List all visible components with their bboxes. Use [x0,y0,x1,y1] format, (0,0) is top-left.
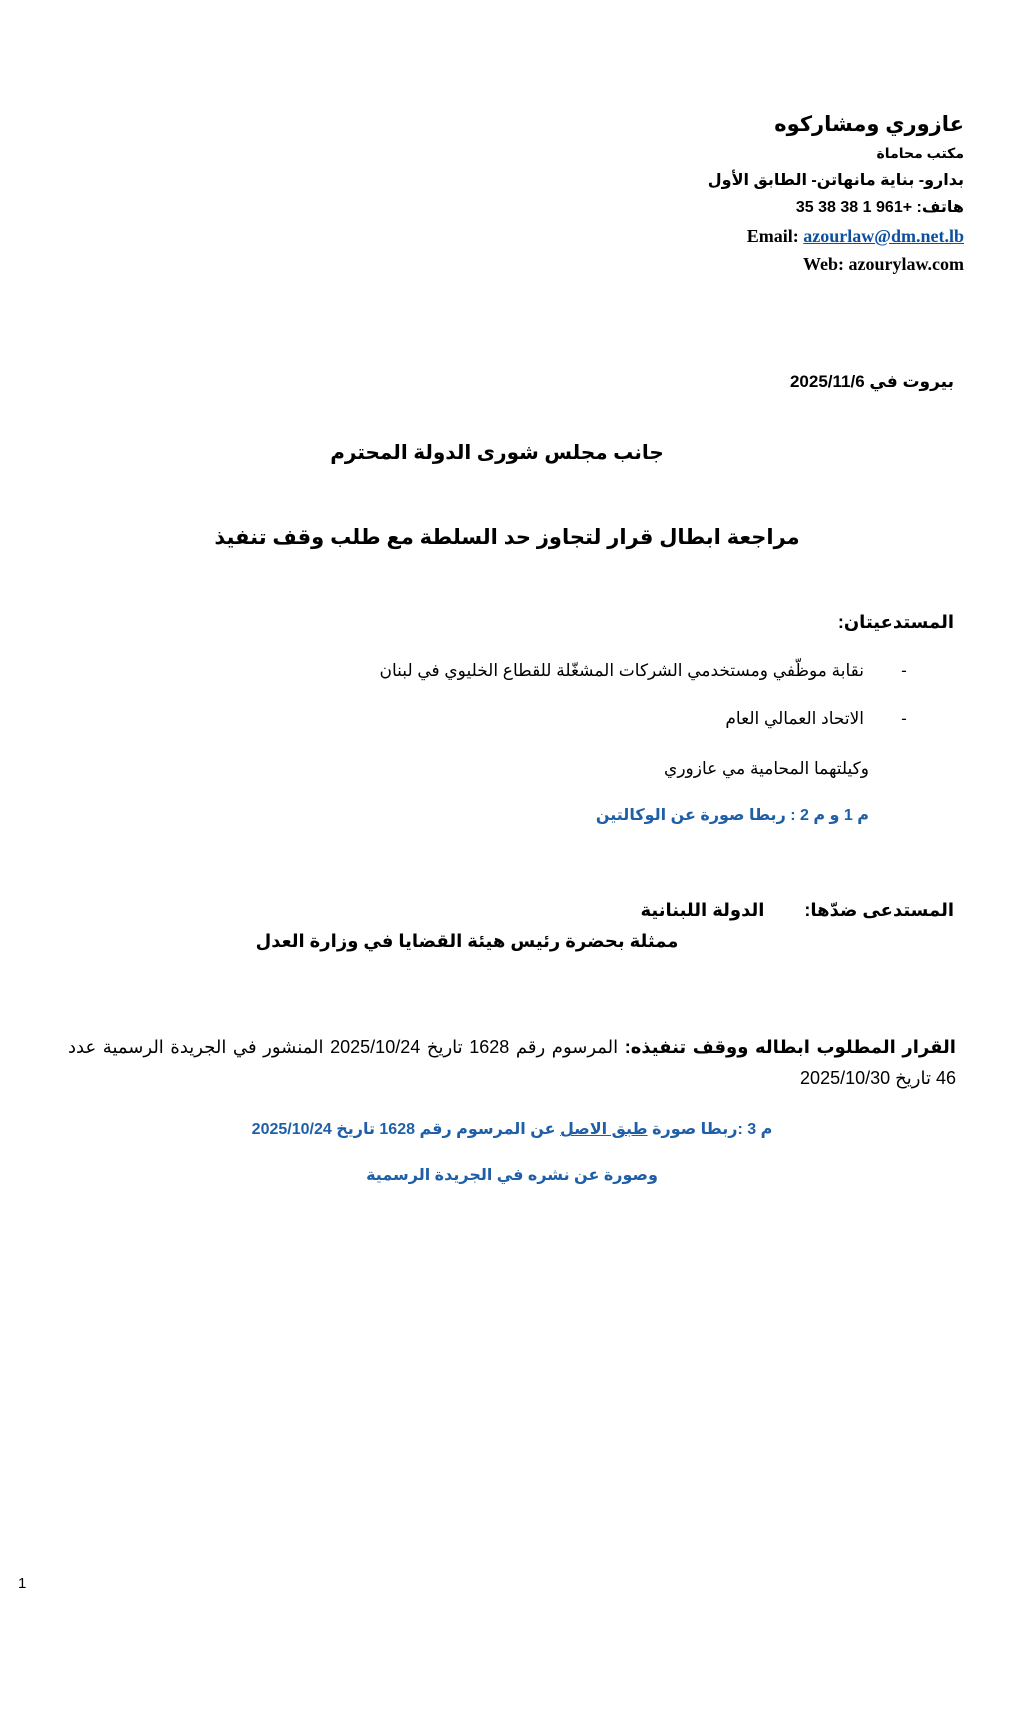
email-label: Email: [746,226,799,247]
exhibit-note-3-underlined: طبق الاصل [560,1121,648,1139]
exhibit-note-3-suffix: عن المرسوم رقم 1628 تاريخ 2025/10/24 [251,1121,561,1139]
exhibit-note-3-line2: وصورة عن نشره في الجريدة الرسمية [366,1167,658,1185]
page-number: 1 [18,1575,27,1592]
firm-name: عازوري ومشاركوه [774,113,964,136]
attorney-line: وكيلتهما المحامية مي عازوري [664,759,869,779]
defendant-label: المستدعى ضدّها: [804,900,954,921]
firm-website: Web: azourylaw.com [803,254,964,275]
email-link[interactable]: azourlaw@dm.net.lb [803,226,964,247]
petitioners-label: المستدعيتان: [837,612,954,633]
exhibit-note-3 [60,1119,964,1139]
list-item [60,661,964,681]
document-page [0,110,1024,1710]
list-item [60,709,964,729]
exhibit-note-1-2: م 1 و م 2 : ربطا صورة عن الوكالتين [595,807,869,825]
firm-address: بدارو- بناية مانهاتن- الطابق الأول [707,171,964,189]
defendant-block [60,900,964,952]
contested-decision-paragraph [60,1032,964,1093]
firm-phone: هاتف: +961 1 38 38 35 [795,198,964,216]
exhibit-note-3-prefix: م 3 :ربطا صورة [647,1121,773,1139]
firm-email-line [60,223,964,249]
defendant-representative: ممثلة بحضرة رئيس هيئة القضايا في وزارة العدل [255,931,679,952]
subject-title: مراجعة ابطال قرار لتجاوز حد السلطة مع طلب وقف تنفيذ [214,526,800,550]
firm-subtitle: مكتب محاماة [876,145,964,162]
letterhead [60,110,964,277]
contested-decision-text: المرسوم رقم 1628 تاريخ 2025/10/24 المنشور في الجريدة الرسمية عدد 46 تاريخ 2025/10/30 [68,1037,956,1088]
petitioners-list [60,661,964,729]
dash-bullet-icon: - [901,709,907,729]
contested-decision-label: القرار المطلوب ابطاله ووقف تنفيذه: [624,1037,956,1058]
addressee: جانب مجلس شورى الدولة المحترم [330,442,664,465]
list-item-label: الاتحاد العمالي العام [725,709,864,729]
defendant-value: الدولة اللبنانية [640,900,765,921]
list-item-label: نقابة موظّفي ومستخدمي الشركات المشغّلة للقطاع الخليوي في لبنان [379,661,864,681]
date-line: بيروت في 2025/11/6 [789,372,954,392]
dash-bullet-icon: - [901,661,907,681]
